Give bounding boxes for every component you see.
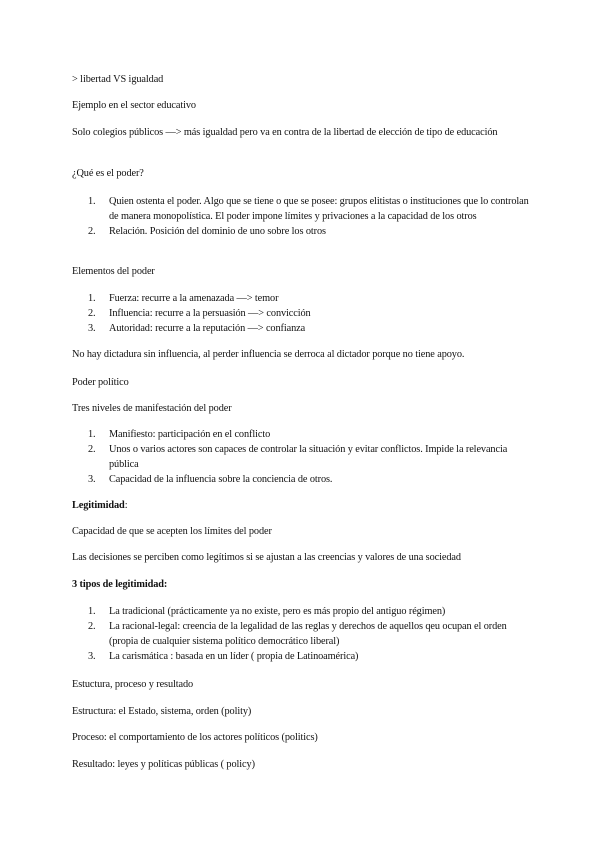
elements-heading: Elementos del poder xyxy=(72,266,155,277)
levels-heading: Tres niveles de manifestación del poder xyxy=(72,403,232,414)
process-line: Proceso: el comportamiento de los actores políticos (politics) xyxy=(72,732,318,743)
legitimacy-heading: Legitimidad: xyxy=(72,500,128,511)
legitimacy-definition: Capacidad de que se acepten los límites del poder xyxy=(72,526,272,537)
question-heading: ¿Qué es el poder? xyxy=(72,168,144,179)
structure-heading: Estuctura, proceso y resultado xyxy=(72,679,194,690)
power-list xyxy=(72,194,532,239)
text-paragraph-colegios: Solo colegios públicos —> más igualdad pero va en contra de la libertad de elección de tipo de educación xyxy=(72,127,498,138)
list-item: 2. La racional-legal: creencia de la legalidad de las reglas y derechos de aquellos qeu ocupan el orden (propia de cualquier sistema político democrático liberal) xyxy=(88,621,507,647)
text-line-libertad: > libertad VS igualdad xyxy=(72,74,164,85)
levels-list xyxy=(72,427,532,487)
list-item: 1. Quien ostenta el poder. Algo que se tiene o que se posee: grupos elitistas o instituciones que lo controlan de manera monopolística. El poder impone límites y privaciones a la capacidad de los otros xyxy=(88,196,529,222)
text-line-ejemplo: Ejemplo en el sector educativo xyxy=(72,100,196,111)
structure-line: Estructura: el Estado, sistema, orden (polity) xyxy=(72,706,252,717)
list-item: 2. Unos o varios actores son capaces de controlar la situación y evitar conflictos. Impide la relevancia pública xyxy=(88,444,508,470)
dictatorship-note: No hay dictadura sin influencia, al perder influencia se derroca al dictador porque no tiene apoyo. xyxy=(72,349,465,360)
types-heading: 3 tipos de legitimidad: xyxy=(72,579,168,590)
list-item: 1. La tradicional (prácticamente ya no existe, pero es más propio del antiguo régimen) xyxy=(88,606,446,617)
political-power-heading: Poder político xyxy=(72,377,129,388)
list-item: 2. Influencia: recurre a la persuasión —> convicción xyxy=(88,308,311,319)
list-item: 3. Autoridad: recurre a la reputación —> confianza xyxy=(88,323,306,334)
legitimacy-note: Las decisiones se perciben como legítimos si se ajustan a las creencias y valores de una sociedad xyxy=(72,552,461,563)
elements-list xyxy=(72,291,532,336)
result-line: Resultado: leyes y políticas públicas ( policy) xyxy=(72,759,255,770)
list-item: 2. Relación. Posición del dominio de uno sobre los otros xyxy=(88,226,326,237)
list-item: 3. La carismática : basada en un líder ( propia de Latinoamérica) xyxy=(88,651,359,662)
types-list xyxy=(72,604,532,664)
list-item: 3. Capacidad de la influencia sobre la conciencia de otros. xyxy=(88,474,333,485)
list-item: 1. Manifiesto: participación en el conflicto xyxy=(88,429,271,440)
list-item: 1. Fuerza: recurre a la amenazada —> temor xyxy=(88,293,279,304)
